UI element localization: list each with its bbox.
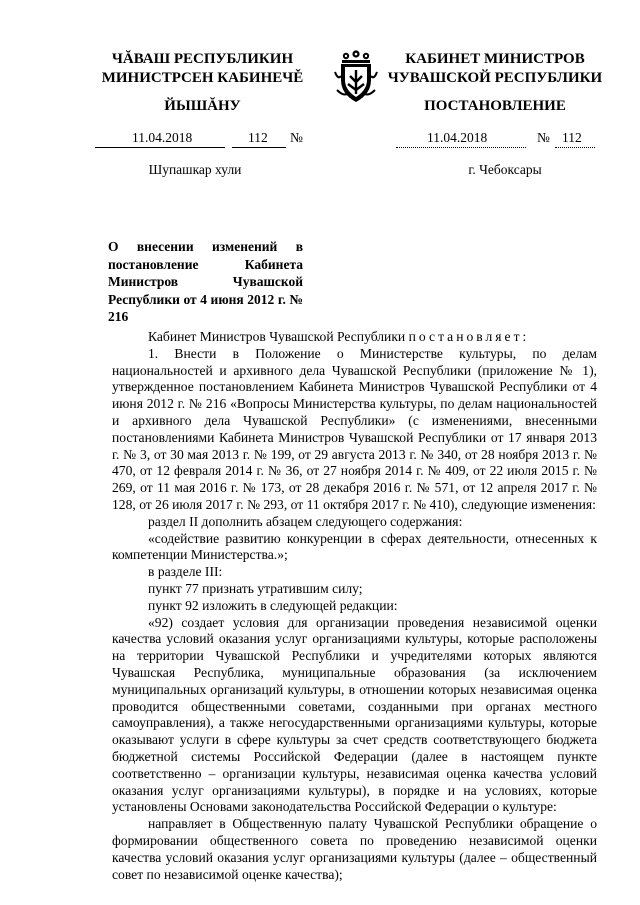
date-right-underline [396,147,526,148]
number-left-underline [232,147,286,148]
number-right: 112 [562,130,582,145]
body-paragraph-1: 1. Внести в Положение о Министерстве культуры, по делам национальностей и архивного дела Чувашской Республики (приложение № 1), утвержденное постановлением Кабинета Министров Чувашской Республики от 4 июня 2012 г. № 216 «Вопросы Министерства культуры, по делам национальностей и архивного дела Чувашской Республики» (с изменениями, внесенными постановлениями Кабинета Министров Чувашской Республики от 17 января 2013 г. № 3, от 30 мая 2013 г. № 199, от 29 августа 2013 г. № 340, от 28 ноября 2013 г. № 470, от 12 февраля 2014 г. № 36, от 27 ноября 2014 г. № 409, от 22 июля 2015 г. № 269, от 11 мая 2016 г. № 173, от 28 декабря 2016 г. № 571, от 12 апреля 2017 г. № 128, от 26 июля 2017 г. № 293, от 11 октября 2017 г. № 410), следующие изменения: [112,345,597,512]
number-sign-left: № [290,130,303,145]
body-intro-spaced: постановляет: [408,329,530,344]
header-right-line2: ЧУВАШСКОЙ РЕСПУБЛИКИ [387,70,603,86]
body-paragraph-8: направляет в Общественную палату Чувашской Республики обращение о формировании общественного совета по проведению независимой оценки качества условий оказания услуг организациями культуры (далее – общественный совет по независимой оценке качества); [112,816,597,882]
body-paragraph-4: в разделе III: [148,564,223,580]
body-paragraph-6: пункт 92 изложить в следующей редакции: [148,597,398,613]
header-left-line1: ЧĂВАШ РЕСПУБЛИКИН [111,51,294,67]
body-intro-text: Кабинет Министров Чувашской Республики [148,329,406,344]
body-paragraph-2: раздел II дополнить абзацем следующего содержания: [148,513,463,529]
body-paragraph-5: пункт 77 признать утратившим силу; [148,580,363,596]
city-left: Шупашкар хули [148,162,242,177]
number-left: 112 [248,130,268,145]
date-left-underline [95,147,225,148]
document-subject: О внесении изменений в постановление Кабинета Министров Чувашской Республики от 4 июня 2012 г. № 216 [108,239,303,324]
date-right: 11.04.2018 [427,130,488,145]
header-left-doc-type: ЙЫШĂНУ [164,98,241,114]
header-right-title [380,50,610,88]
body-paragraph-7: «92) создает условия для организации проведения независимой оценки качества условий оказания услуг организациями культуры, которые расположены на территории Чувашской Республики и учредителями которых являются Чувашская Республика, муниципальные образования (за исключением муниципальных организаций культуры, в отношении которых независимая оценка проводится общественными советами, созданными при органах местного самоуправления), а также негосударственными организациями культуры, которые оказывают услуги в сфере культуры за счет средств соответствующего бюджета бюджетной системы Российской Федерации (далее в настоящем пункте соответственно – организации культуры, независимая оценка качества условий оказания услуг организациями культуры), в порядке и на условиях, которые установлены Основами законодательства Российской Федерации о культуре: [112,614,597,815]
header-right-doc-type: ПОСТАНОВЛЕНИЕ [424,98,566,114]
header-left-line2: МИНИСТРСЕН КАБИНЕЧĚ [101,70,304,86]
date-left: 11.04.2018 [132,130,193,145]
body-paragraph-intro [112,329,597,346]
number-sign-right: № [537,130,550,145]
chuvash-emblem-icon [333,50,379,106]
body-paragraph-3: «содействие развитию конкуренции в сферах деятельности, отнесенных к компетенции Министерства.»; [112,530,597,563]
header-left-title [80,50,325,88]
city-right: г. Чебоксары [468,162,542,177]
number-right-underline [555,147,595,148]
header-right-line1: КАБИНЕТ МИНИСТРОВ [405,51,585,67]
document-body [112,329,597,883]
